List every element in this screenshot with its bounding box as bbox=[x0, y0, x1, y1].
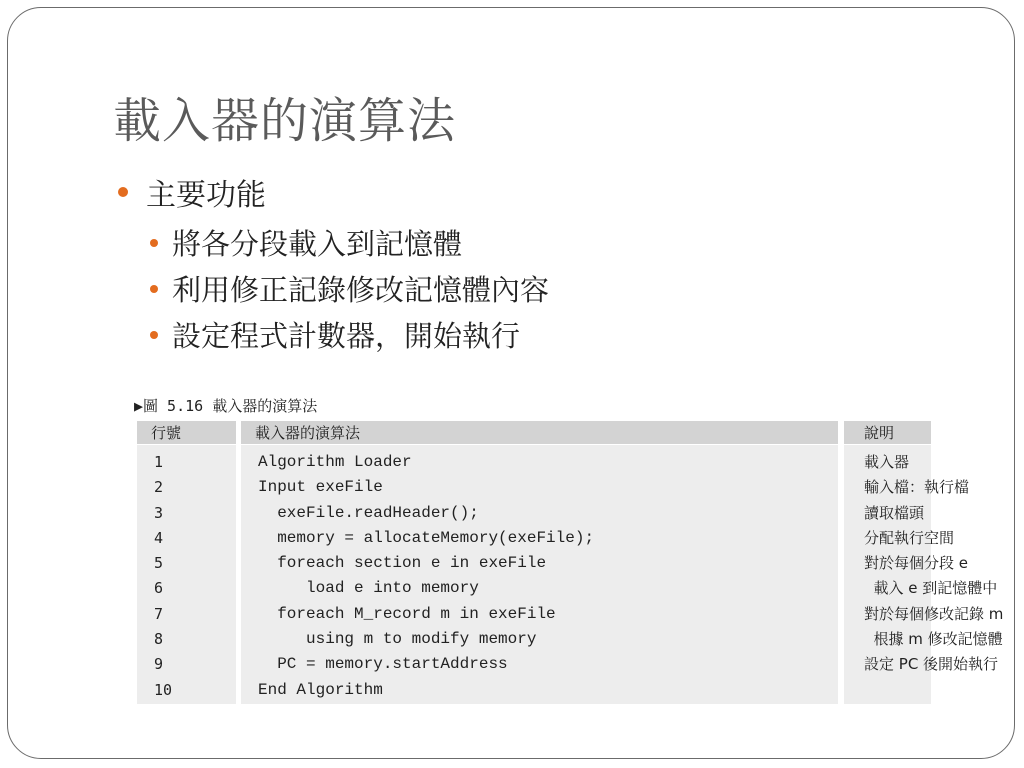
code-line-cell: foreach M_record m in exeFile bbox=[258, 604, 556, 623]
column-header-notes: 說明 bbox=[844, 421, 931, 445]
bullet-dot-icon bbox=[150, 285, 158, 293]
main-bullet-text: 主要功能 bbox=[146, 178, 266, 213]
note-cell: 載入器 bbox=[864, 453, 910, 471]
line-number-cell: 2 bbox=[154, 478, 164, 497]
line-number-cell: 9 bbox=[154, 655, 164, 674]
slide-title: 載入器的演算法 bbox=[113, 93, 457, 149]
note-cell: 載入 e 到記憶體中 bbox=[864, 579, 998, 598]
sub-bullet-text: 利用修正記錄修改記憶體內容 bbox=[172, 273, 550, 307]
code-line-cell: foreach section e in exeFile bbox=[258, 554, 547, 573]
line-number-cell: 3 bbox=[154, 503, 164, 522]
note-cell: 設定 PC 後開始執行 bbox=[864, 655, 999, 674]
line-number-cell: 1 bbox=[154, 453, 164, 471]
sub-bullet-text: 設定程式計數器，開始執行 bbox=[172, 319, 521, 353]
figure-caption-marker: ▶圖 5.16 bbox=[134, 397, 204, 415]
line-number-cell: 10 bbox=[154, 680, 173, 699]
algorithm-table bbox=[137, 421, 1004, 704]
line-number-cell: 7 bbox=[154, 604, 164, 623]
line-number-cell: 4 bbox=[154, 528, 164, 547]
figure-caption-title: 載入器的演算法 bbox=[212, 397, 318, 415]
bullet-dot-icon bbox=[150, 331, 158, 339]
code-line-cell: PC = memory.startAddress bbox=[258, 655, 508, 674]
code-line-cell: Algorithm Loader bbox=[258, 453, 412, 471]
figure-caption bbox=[134, 395, 317, 416]
line-number-column bbox=[137, 421, 236, 704]
code-line-cell: exeFile.readHeader(); bbox=[258, 503, 479, 522]
main-bullet bbox=[118, 170, 266, 214]
bullet-dot-icon bbox=[118, 187, 128, 197]
note-cell: 分配執行空間 bbox=[864, 528, 955, 547]
note-cell: 根據 m 修改記憶體 bbox=[864, 630, 1003, 649]
sub-bullet-text: 將各分段載入到記憶體 bbox=[172, 227, 463, 261]
note-cell: 對於每個分段 e bbox=[864, 554, 968, 573]
line-number-cell: 6 bbox=[154, 579, 164, 598]
code-line-cell: End Algorithm bbox=[258, 680, 383, 699]
note-cell: 對於每個修改記錄 m bbox=[864, 604, 1004, 623]
note-cell: 輸入檔：執行檔 bbox=[864, 478, 970, 497]
notes-column bbox=[844, 421, 1004, 704]
code-line-cell: Input exeFile bbox=[258, 478, 383, 497]
column-header-algorithm: 載入器的演算法 bbox=[241, 421, 838, 445]
sub-bullet bbox=[150, 314, 520, 355]
line-number-cell: 8 bbox=[154, 630, 164, 649]
code-line-cell: load e into memory bbox=[258, 579, 479, 598]
column-header-line-number: 行號 bbox=[137, 421, 236, 445]
bullet-dot-icon bbox=[150, 239, 158, 247]
code-line-cell: memory = allocateMemory(exeFile); bbox=[258, 528, 595, 547]
sub-bullet bbox=[150, 222, 462, 263]
sub-bullet bbox=[150, 268, 549, 309]
line-number-cell: 5 bbox=[154, 554, 164, 573]
code-line-cell: using m to modify memory bbox=[258, 630, 537, 649]
note-cell bbox=[844, 678, 931, 703]
note-cell: 讀取檔頭 bbox=[864, 503, 925, 522]
code-column bbox=[241, 421, 838, 704]
